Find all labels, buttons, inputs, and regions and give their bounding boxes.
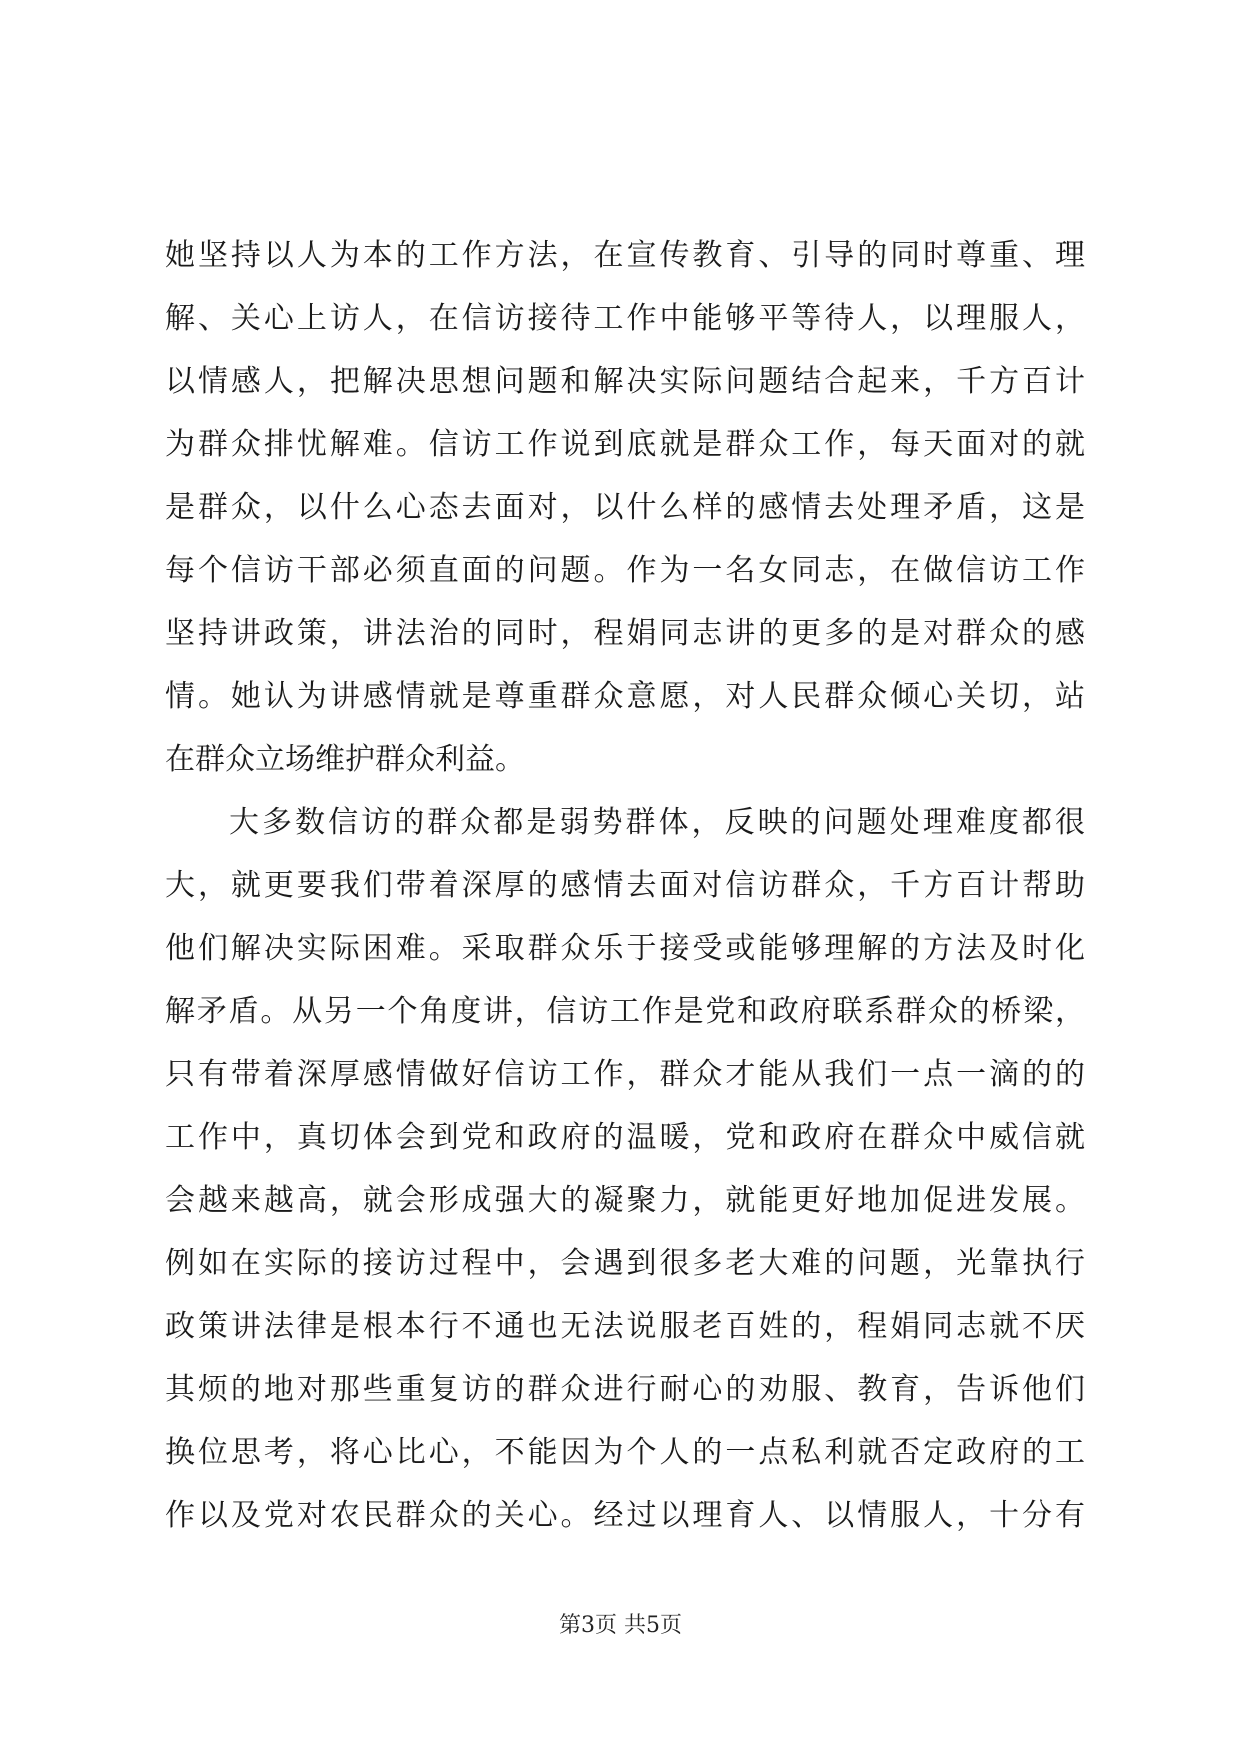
text-line: 情。她认为讲感情就是尊重群众意愿，对人民群众倾心关切，站 <box>165 679 1085 714</box>
text-line: 在群众立场维护群众利益。 <box>165 742 525 777</box>
text-line: 为群众排忧解难。信访工作说到底就是群众工作，每天面对的就 <box>165 427 1085 462</box>
text-line: 政策讲法律是根本行不通也无法说服老百姓的，程娟同志就不厌 <box>165 1309 1085 1344</box>
body-text <box>165 224 1085 1547</box>
text-line: 例如在实际的接访过程中，会遇到很多老大难的问题，光靠执行 <box>165 1246 1085 1281</box>
text-line: 她坚持以人为本的工作方法，在宣传教育、引导的同时尊重、理 <box>165 238 1085 273</box>
text-line: 其烦的地对那些重复访的群众进行耐心的劝服、教育，告诉他们 <box>165 1372 1085 1407</box>
text-line: 作以及党对农民群众的关心。经过以理育人、以情服人，十分有 <box>165 1498 1085 1533</box>
text-line: 只有带着深厚感情做好信访工作，群众才能从我们一点一滴的的 <box>165 1057 1085 1092</box>
text-line: 以情感人，把解决思想问题和解决实际问题结合起来，千方百计 <box>165 364 1085 399</box>
text-line: 大多数信访的群众都是弱势群体，反映的问题处理难度都很 <box>229 805 1085 840</box>
text-line: 解矛盾。从另一个角度讲，信访工作是党和政府联系群众的桥梁， <box>165 994 1085 1029</box>
page-number-footer: 第3页 共5页 <box>559 1613 682 1638</box>
text-line: 他们解决实际困难。采取群众乐于接受或能够理解的方法及时化 <box>165 931 1085 966</box>
text-line: 工作中，真切体会到党和政府的温暖，党和政府在群众中威信就 <box>165 1120 1085 1155</box>
text-line: 会越来越高，就会形成强大的凝聚力，就能更好地加促进发展。 <box>165 1183 1085 1218</box>
text-line: 是群众，以什么心态去面对，以什么样的感情去处理矛盾，这是 <box>165 490 1085 525</box>
text-line: 大，就更要我们带着深厚的感情去面对信访群众，千方百计帮助 <box>165 868 1085 903</box>
text-line: 换位思考，将心比心，不能因为个人的一点私利就否定政府的工 <box>165 1435 1085 1470</box>
text-line: 解、关心上访人，在信访接待工作中能够平等待人，以理服人， <box>165 301 1085 336</box>
text-line: 每个信访干部必须直面的问题。作为一名女同志，在做信访工作 <box>165 553 1085 588</box>
text-line: 坚持讲政策，讲法治的同时，程娟同志讲的更多的是对群众的感 <box>165 616 1085 651</box>
